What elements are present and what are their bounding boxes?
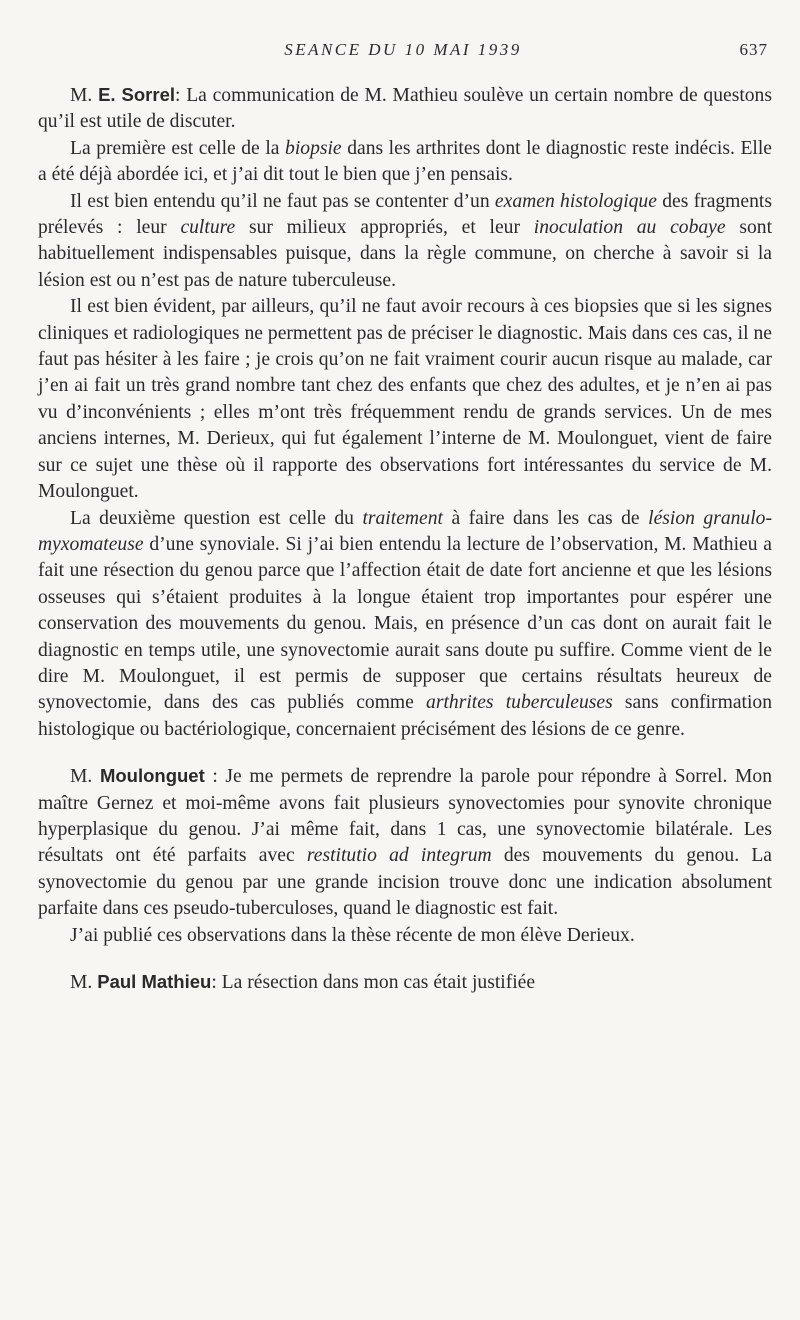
italic-term: examen histologique	[494, 190, 657, 212]
italic-term: inoculation au cobaye	[533, 217, 726, 239]
page-header	[38, 40, 768, 64]
speaker-prefix: M.	[70, 972, 98, 993]
italic-term: restitutio ad integrum	[306, 845, 492, 867]
text-run: : Je me permets de reprendre la parole pour répondre à Sorrel. Mon maître Gernez et moi-même avons fait plusieurs synovectomies pour synovite chronique hyperplasique du genou. J’ai même fait, dans 1 cas, une synovectomie bilatérale. Les résultats ont été parfaits avec	[38, 766, 772, 867]
paragraph-mathieu	[38, 969, 772, 996]
text-run: sans confirmation histologique ou bactériologique, concernaient précisément des lésions de ce genre.	[38, 692, 772, 740]
text-run: dans les arthrites dont le diagnostic reste indécis. Elle a été déjà abordée ici, et j’ai dit tout le bien que j’en pensais.	[38, 137, 772, 186]
text-run: Il est bien entendu qu’il ne faut pas se contenter d’un	[70, 190, 495, 212]
text-run: La première est celle de la	[70, 137, 286, 159]
paragraph-moulonguet	[38, 763, 772, 922]
page-number: 637	[739, 40, 768, 59]
running-title: SEANCE DU 10 MAI 1939	[284, 40, 522, 59]
speaker-name: Moulonguet	[99, 765, 205, 787]
text-run: sur milieux appropriés, et leur	[235, 217, 534, 239]
paragraph-text: : La résection dans mon cas était justifiée	[211, 972, 536, 993]
paragraph-examen	[38, 189, 772, 295]
paragraph-traitement	[38, 506, 772, 744]
paragraph-sorrel-intro	[38, 82, 772, 136]
text-run: des mouvements du genou. La synovectomie du genou par une grande incision trouve donc une indication absolument parfaite dans ces pseudo-tuberculoses, quand le diagnostic est fait.	[38, 845, 772, 920]
italic-term: traitement	[362, 507, 443, 529]
text-run: à faire dans les cas de	[442, 507, 649, 529]
paragraph-evident: Il est bien évident, par ailleurs, qu’il ne faut avoir recours à ces biopsies que si les signes cliniques et radiologiques ne permettent pas de préciser le diagnostic. Mais dans ces cas, il ne faut pas hésiter à les faire ; je crois qu’on ne fait vraiment courir aucun risque au malade, car j’en ai fait un très grand nombre tant chez des enfants que chez des adultes, et je n’en ai pas vu d’inconvénients ; elles m’ont très fréquemment rendu de grands services. Un de mes anciens internes, M. Derieux, qui fut également l’interne de M. Moulonguet, vient de faire sur ce sujet une thèse où il rapporte des observations fort intéressantes du service de M. Moulonguet.	[38, 296, 772, 503]
text-run: La deuxième question est celle du	[70, 507, 363, 529]
text-run: sont habituellement indispensables puisque, dans la règle commune, on cherche à savoir si la lésion est ou n’est pas de nature tuberculeuse.	[38, 217, 773, 291]
italic-term: lésion granulo-myxomateuse	[38, 507, 772, 555]
speaker-prefix: M.	[70, 85, 99, 106]
speaker-name: Paul Mathieu	[97, 971, 212, 992]
text-run: des fragments prélevés : leur	[38, 190, 772, 239]
italic-term: arthrites tuberculeuses	[426, 692, 613, 714]
text-run: d’une synoviale. Si j’ai bien entendu la lecture de l’observation, M. Mathieu a fait une résection du genou parce que l’affection était de date fort ancienne et que les lésions osseuses qui s’étaient produites à la longue étaient trop importantes pour espérer une conservation des mouvements du genou. Mais, en présence d’un cas dont on aurait fait le diagnostic en temps utile, une synovectomie aurait sans doute pu suffire. Comme vient de le dire M. Moulonguet, il est permis de supposer que certains résultats heureux de synovectomie, dans des cas publiés comme	[38, 533, 772, 714]
paragraph-biopsie	[38, 136, 772, 189]
speaker-prefix: M.	[70, 766, 100, 788]
speaker-name: E. Sorrel	[98, 84, 176, 105]
paragraph-publie: J’ai publié ces observations dans la thèse récente de mon élève Derieux.	[70, 924, 635, 946]
paragraph-text: : La communication de M. Mathieu soulève un certain nombre de questons qu’il est utile de discuter.	[38, 85, 772, 133]
italic-term: culture	[180, 217, 236, 239]
italic-term: biopsie	[285, 137, 342, 159]
page-body	[38, 82, 772, 996]
